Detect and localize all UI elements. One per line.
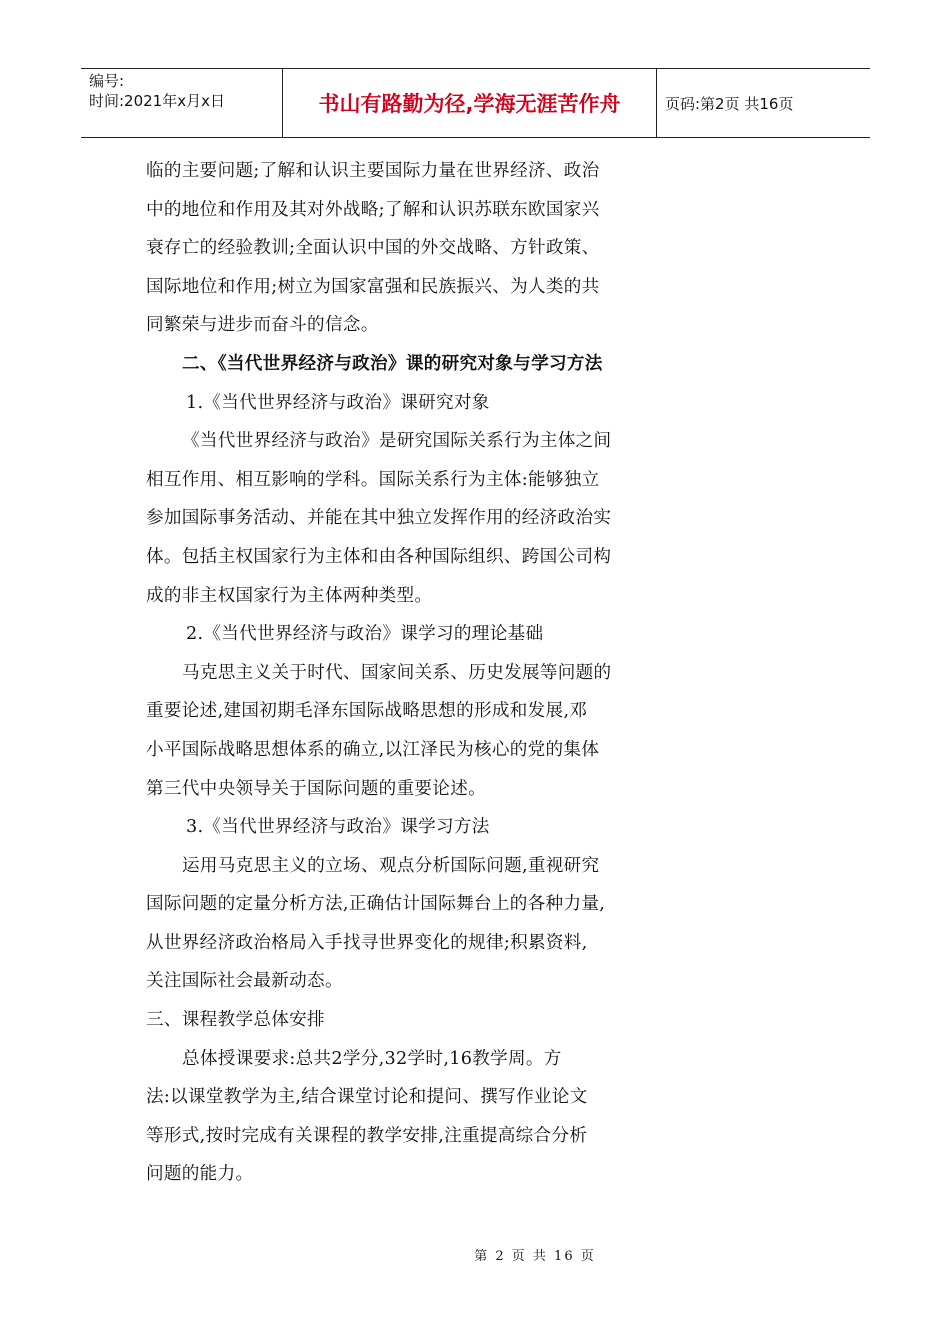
body-text-line: 相互作用、相互影响的学科。国际关系行为主体:能够独立 xyxy=(146,469,600,490)
body-text-line: 中的地位和作用及其对外战略;了解和认识苏联东欧国家兴 xyxy=(146,199,600,220)
doc-time-label: 时间:2021年x月x日 xyxy=(89,92,225,110)
body-text-line: 体。包括主权国家行为主体和由各种国际组织、跨国公司构 xyxy=(146,546,612,567)
body-text-line: 总体授课要求:总共2学分,32学时,16教学周。方 xyxy=(182,1048,562,1069)
body-text-line: 小平国际战略思想体系的确立,以江泽民为核心的党的集体 xyxy=(146,739,600,760)
body-text-line: 参加国际事务活动、并能在其中独立发挥作用的经济政治实 xyxy=(146,508,612,529)
body-text-line: 同繁荣与进步而奋斗的信念。 xyxy=(146,315,379,336)
body-text-line: 1.《当代世界经济与政治》课研究对象 xyxy=(186,392,490,413)
body-text-line: 临的主要问题;了解和认识主要国际力量在世界经济、政治 xyxy=(146,161,600,181)
page-header xyxy=(81,68,870,138)
body-text-line: 国际问题的定量分析方法,正确估计国际舞台上的各种力量, xyxy=(146,894,606,915)
body-text-line: 第三代中央领导关于国际问题的重要论述。 xyxy=(146,778,486,799)
page-footer xyxy=(0,1245,950,1264)
body-text-line: 法:以课堂教学为主,结合课堂讨论和提问、撰写作业论文 xyxy=(146,1087,588,1108)
header-page-info: 页码:第2页 共16页 xyxy=(665,94,794,113)
body-text-line: 3.《当代世界经济与政治》课学习方法 xyxy=(186,817,490,838)
body-text-line: 成的非主权国家行为主体两种类型。 xyxy=(146,585,433,606)
document-body xyxy=(146,152,666,1194)
body-text-line: 三、课程教学总体安排 xyxy=(146,1010,325,1031)
body-text-line: 问题的能力。 xyxy=(146,1164,254,1185)
body-text-line: 马克思主义关于时代、国家间关系、历史发展等问题的 xyxy=(182,662,612,683)
footer-page-number: 第 2 页 共 16 页 xyxy=(474,1249,596,1264)
body-text-line: 国际地位和作用;树立为国家富强和民族振兴、为人类的共 xyxy=(146,276,600,297)
body-text-line: 二、《当代世界经济与政治》课的研究对象与学习方法 xyxy=(182,353,603,374)
body-text-line: 运用马克思主义的立场、观点分析国际问题,重视研究 xyxy=(182,855,600,876)
body-text-line: 2.《当代世界经济与政治》课学习的理论基础 xyxy=(186,624,544,645)
header-meta xyxy=(89,71,279,111)
body-text-line: 从世界经济政治格局入手找寻世界变化的规律;积累资料, xyxy=(146,932,588,953)
body-text-line: 重要论述,建国初期毛泽东国际战略思想的形成和发展,邓 xyxy=(146,701,588,722)
body-text-line: 关注国际社会最新动态。 xyxy=(146,971,343,992)
header-divider xyxy=(656,69,657,137)
doc-number-label: 编号: xyxy=(89,72,125,90)
body-text-line: 等形式,按时完成有关课程的教学安排,注重提高综合分析 xyxy=(146,1125,588,1146)
body-text-line: 衰存亡的经验教训;全面认识中国的外交战略、方针政策、 xyxy=(146,238,600,259)
header-motto: 书山有路勤为径,学海无涯苦作舟 xyxy=(318,92,621,116)
body-text-line: 《当代世界经济与政治》是研究国际关系行为主体之间 xyxy=(182,431,612,452)
